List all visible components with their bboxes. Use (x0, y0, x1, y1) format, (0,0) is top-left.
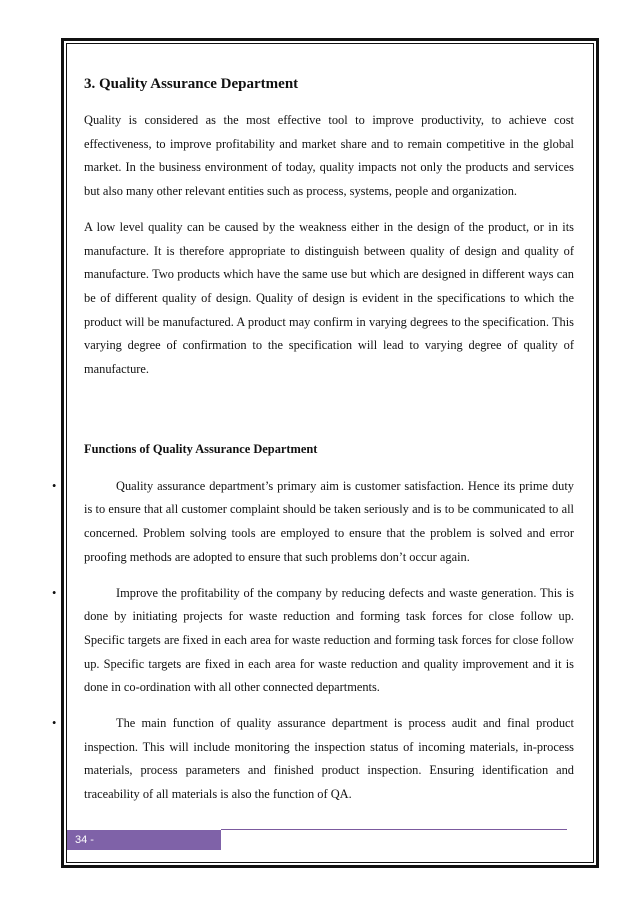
page-number-band (67, 830, 221, 850)
footer-divider (221, 829, 567, 830)
bullet-text: Quality assurance department’s primary aim is customer satisfaction. Hence its prime duty is to ensure that all customer complaint should be taken seriously and is to be communicated to all concerned. Problem solving tools are employed to ensure that the problem is solved and error proofing methods are adopted to ensure that such problems don’t occur again. (84, 478, 574, 564)
bullet-icon: • (52, 478, 57, 493)
page-number: 34 - (75, 834, 94, 846)
section-paragraph-2: A low level quality can be caused by the weakness either in the design of the product, or in its manufacture. It is therefore appropriate to distinguish between quality of design and quality of manufacture. Two products which have the same use but which are designed in different ways can be of different quality of design. Quality of design is evident in the specifications to which the product will be manufactured. A product may confirm in varying degrees to the specification. This varying degree of confirmation to the specification will lead to varying degree of quality of manufacture. (84, 219, 574, 377)
bullet-text: Improve the profitability of the company by reducing defects and waste generation. This is done by initiating projects for waste reduction and forming task forces for close follow up. Specific targets are fixed in each area for waste reduction and forming task forces for close follow up. Specific targets are fixed in each area for waste reduction and quality improvement and it is done in co-ordination with all other connected departments. (84, 585, 574, 695)
functions-heading: Functions of Quality Assurance Department (84, 441, 318, 456)
section-heading: 3. Quality Assurance Department (84, 76, 299, 92)
bullet-icon: • (52, 585, 57, 600)
bullet-item-1 (52, 475, 574, 570)
section-paragraph-1: Quality is considered as the most effective tool to improve productivity, to achieve cost effectiveness, to improve profitability and market share and to remain competitive in the global market. In the business environment of today, quality impacts not only the products and services but also many other relevant entities such as process, systems, people and organization. (84, 113, 574, 199)
bullet-icon: • (52, 716, 57, 731)
document-body (52, 74, 574, 819)
bullet-item-3 (52, 712, 574, 807)
bullet-text: The main function of quality assurance department is process audit and final product inspection. This will include monitoring the inspection status of incoming materials, in-process materials, process parameters and finished product inspection. Ensuring identification and traceability of all materials is also the function of QA. (84, 716, 574, 802)
bullet-item-2 (52, 582, 574, 701)
